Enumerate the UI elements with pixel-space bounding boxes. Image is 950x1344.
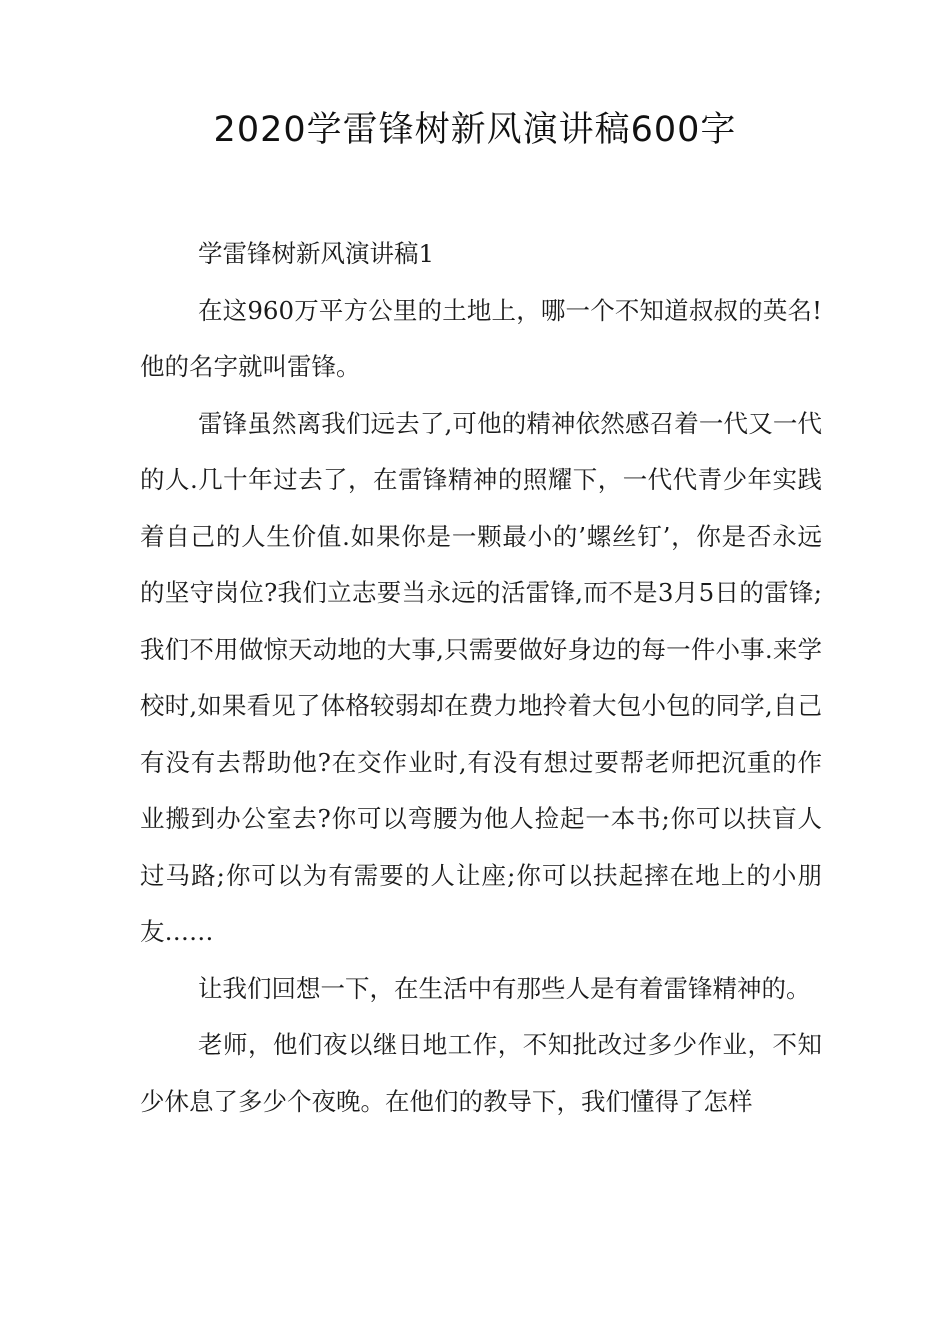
paragraph: 在这960万平方公里的土地上，哪一个不知道叔叔的英名!他的名字就叫雷锋。	[140, 295, 822, 381]
paragraph-heading: 学雷锋树新风演讲稿1	[198, 239, 435, 268]
paragraph: 雷锋虽然离我们远去了,可他的精神依然感召着一代又一代的人.几十年过去了，在雷锋精神的照耀下，一代代青少年实践着自己的人生价值.如果你是一颗最小的’螺丝钉’，你是否永远的坚守岗位?我们立志要当永远的活雷锋,而不是3月5日的雷锋;我们不用做惊天动地的大事,只需要做好身边的每一件小事.来学校时,如果看见了体格较弱却在费力地拎着大包小包的同学,自己有没有去帮助他?在交作业时,有没有想过要帮老师把沉重的作业搬到办公室去?你可以弯腰为他人捡起一本书;你可以扶盲人过马路;你可以为有需要的人让座;你可以扶起摔在地上的小朋友……	[140, 408, 822, 946]
paragraph: 让我们回想一下，在生活中有那些人是有着雷锋精神的。	[198, 973, 811, 1003]
paragraph: 老师，他们夜以继日地工作，不知批改过多少作业，不知少休息了多少个夜晚。在他们的教导下，我们懂得了怎样	[140, 1030, 822, 1116]
document-body	[140, 226, 822, 1130]
document-title: 2020学雷锋树新风演讲稿600字	[213, 110, 737, 150]
